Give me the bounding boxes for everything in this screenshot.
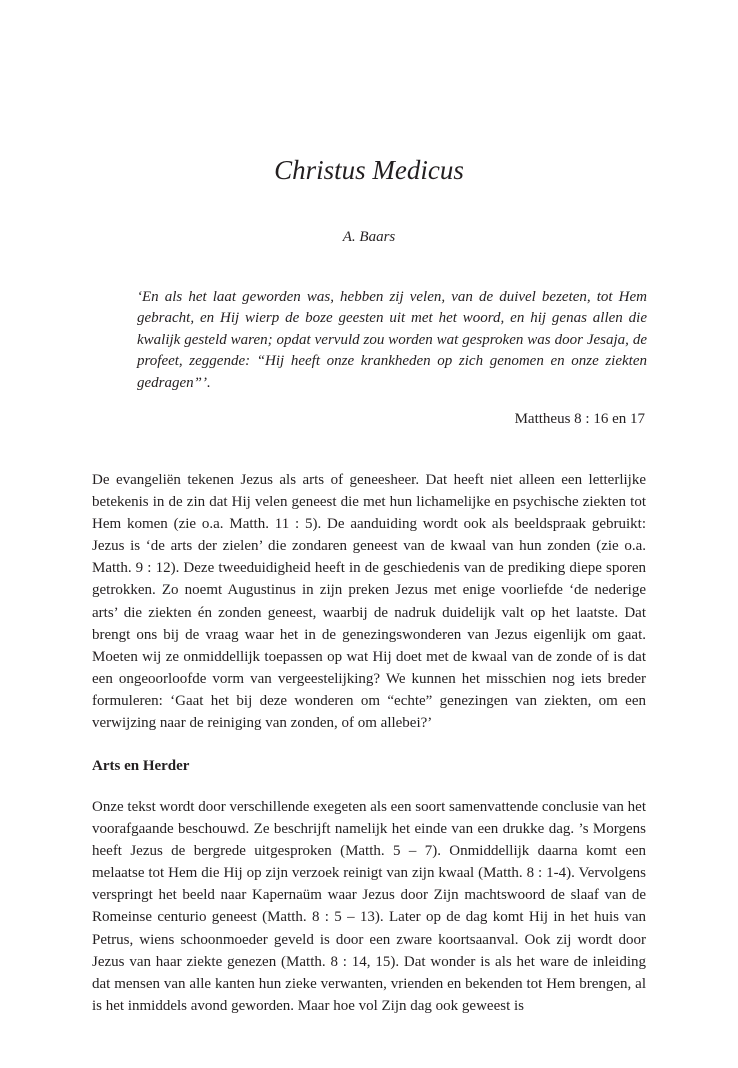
author-name: A. Baars: [342, 229, 396, 245]
body-paragraph-section: Onze tekst wordt door verschillende exegeten als een soort samenvattende conclusie van het voorafgaande beschouwd. Ze beschrijft namelijk het einde van een drukke dag. ’s Morgens heeft Jezus de bergrede uitgesproken (Matth. 5 – 7). Onmiddellijk daarna komt een melaatse tot Hem die Hij op zijn verzoek reinigt van zijn kwaal (Matth. 8 : 1-4). Vervolgens verspringt het beeld naar Kapernaüm waar Jezus door Zijn machtswoord de slaaf van de Romeinse centurio geneest (Matth. 8 : 5 – 13). Later op de dag komt Hij in het huis van Petrus, wiens schoonmoeder geveld is door een zware koortsaanval. Ook zij wordt door Jezus van haar ziekte genezen (Matth. 8 : 14, 15). Dat wonder is als het ware de inleiding dat mensen van alle kanten hun zieke verwanten, vrienden en bekenden tot Hem brengen, al is het inmiddels avond geworden. Maar hoe vol Zijn dag ook geweest is: [92, 799, 646, 1014]
epigraph-quote: ‘En als het laat geworden was, hebben zij velen, van de duivel bezeten, tot Hem gebracht, en Hij wierp de boze geesten uit met het woord, en hij genas allen die kwalijk gesteld waren; opdat vervuld zou worden wat gesproken was door Jesaja, de profeet, zeggende: “Hij heeft onze krankheden op zich genomen en onze ziekten gedragen”’.: [137, 289, 647, 391]
body-paragraph-intro: De evangeliën tekenen Jezus als arts of geneesheer. Dat heeft niet alleen een letterlijke betekenis in de zin dat Hij velen geneest die met hun lichamelijke en psychische ziekten tot Hem komen (zie o.a. Matth. 11 : 5). De aanduiding wordt ook als beeldspraak gebruikt: Jezus is ‘de arts der zielen’ die zondaren geneest van de kwaal van hun zonden (zie o.a. Matth. 9 : 12). Deze tweeduidigheid heeft in de geschiedenis van de prediking diepe sporen getrokken. Zo noemt Augustinus in zijn preken Jezus met enige voorliefde ‘de nederige arts’ die ziekten én zonden geneest, waarbij de nadruk duidelijk valt op het laatste. Dat brengt ons bij de vraag waar het in de genezingswonderen van Jezus eigenlijk om gaat. Moeten wij ze onmiddellijk toepassen op wat Hij doet met de kwaal van de zonde of is dat een ongeoorloofde vorm van vergeestelijking? We kunnen het misschien nog iets breder formuleren: ‘Gaat het bij deze wonderen om “echte” genezingen van ziekten, om een verwijzing naar de reiniging van zonden, of om allebei?’: [92, 472, 646, 732]
page-title: Christus Medicus: [274, 155, 464, 185]
section-heading: Arts en Herder: [92, 758, 190, 774]
epigraph-source: Mattheus 8 : 16 en 17: [514, 411, 645, 427]
